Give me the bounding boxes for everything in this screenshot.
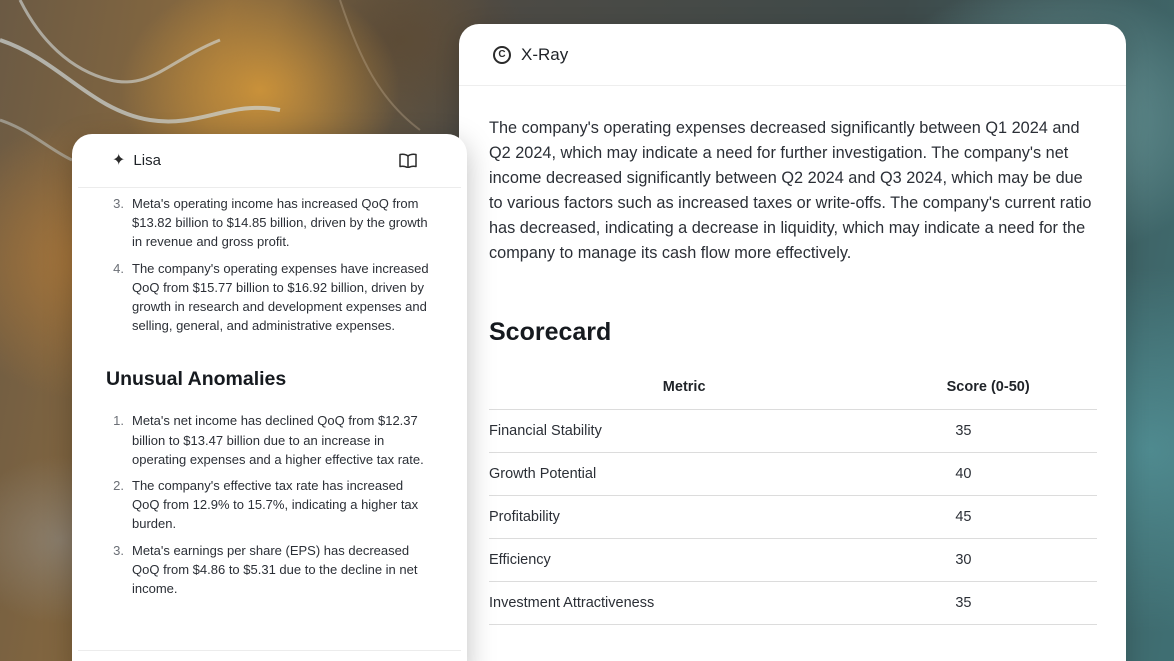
table-row	[489, 538, 1097, 581]
xray-title: X-Ray	[521, 44, 569, 64]
xray-panel	[459, 24, 1126, 661]
score-cell: 45	[879, 495, 1097, 538]
lisa-header-left	[112, 152, 161, 169]
xray-body	[459, 86, 1126, 625]
list-item-text: The company's effective tax rate has increased QoQ from 12.9% to 15.7%, indicating a higher tax burden.	[132, 478, 419, 532]
list-item	[106, 194, 437, 252]
lisa-panel	[72, 134, 467, 661]
xray-header	[459, 24, 1126, 86]
list-item	[106, 259, 437, 336]
column-header-score: Score (0-50)	[879, 365, 1097, 409]
list-item-text: Meta's earnings per share (EPS) has decreased QoQ from $4.86 to $5.31 due to the decline in net income.	[132, 542, 418, 597]
list-item-number: 3.	[113, 542, 124, 558]
book-icon[interactable]	[399, 153, 417, 168]
list-item	[106, 476, 437, 534]
score-cell: 40	[879, 452, 1097, 495]
anomalies-list	[106, 411, 437, 598]
sparkle-icon: ✦	[112, 151, 126, 169]
metric-cell: Efficiency	[489, 538, 879, 581]
xray-logo-icon: C	[493, 46, 511, 64]
list-item-text: Meta's net income has declined QoQ from $12.37 billion to $13.47 billion due to an increase in operating expenses and a higher effective tax rate.	[132, 413, 424, 467]
metric-cell: Financial Stability	[489, 409, 879, 452]
list-item	[106, 541, 437, 599]
list-item	[106, 411, 437, 469]
trends-list	[106, 194, 437, 335]
lisa-title: Lisa	[133, 152, 161, 169]
metric-cell: Growth Potential	[489, 452, 879, 495]
table-row	[489, 581, 1097, 624]
score-cell: 35	[879, 581, 1097, 624]
table-row	[489, 409, 1097, 452]
divider	[78, 650, 461, 651]
score-cell: 35	[879, 409, 1097, 452]
metric-cell: Profitability	[489, 495, 879, 538]
table-row	[489, 452, 1097, 495]
table-header-row	[489, 365, 1097, 409]
scorecard-table	[489, 365, 1097, 625]
lisa-header	[78, 134, 461, 188]
xray-summary: The company's operating expenses decreased significantly between Q1 2024 and Q2 2024, which may indicate a need for further investigation. The company's net income decreased significantly between Q2 2024 and Q3 2024, which may be due to various factors such as increased taxes or write-offs. The company's current ratio has decreased, indicating a decrease in liquidity, which may indicate a need for the company to manage its cash flow more effectively.	[489, 119, 1092, 262]
scorecard-title: Scorecard	[489, 318, 612, 346]
list-item-number: 3.	[113, 196, 124, 211]
list-item-number: 2.	[113, 478, 124, 494]
table-row	[489, 495, 1097, 538]
list-item-number: 4.	[113, 260, 124, 276]
column-header-metric: Metric	[489, 365, 879, 409]
list-item-number: 1.	[113, 413, 124, 429]
metric-cell: Investment Attractiveness	[489, 581, 879, 624]
lisa-body	[72, 188, 467, 598]
score-cell: 30	[879, 538, 1097, 581]
list-item-text: Meta's operating income has increased QoQ from $13.82 billion to $14.85 billion, driven by the growth in revenue and gross profit.	[132, 196, 428, 250]
anomalies-title: Unusual Anomalies	[106, 368, 287, 391]
list-item-text: The company's operating expenses have increased QoQ from $15.77 billion to $16.92 billion, driven by growth in research and development expenses and selling, general, and administrative expenses.	[132, 260, 429, 334]
